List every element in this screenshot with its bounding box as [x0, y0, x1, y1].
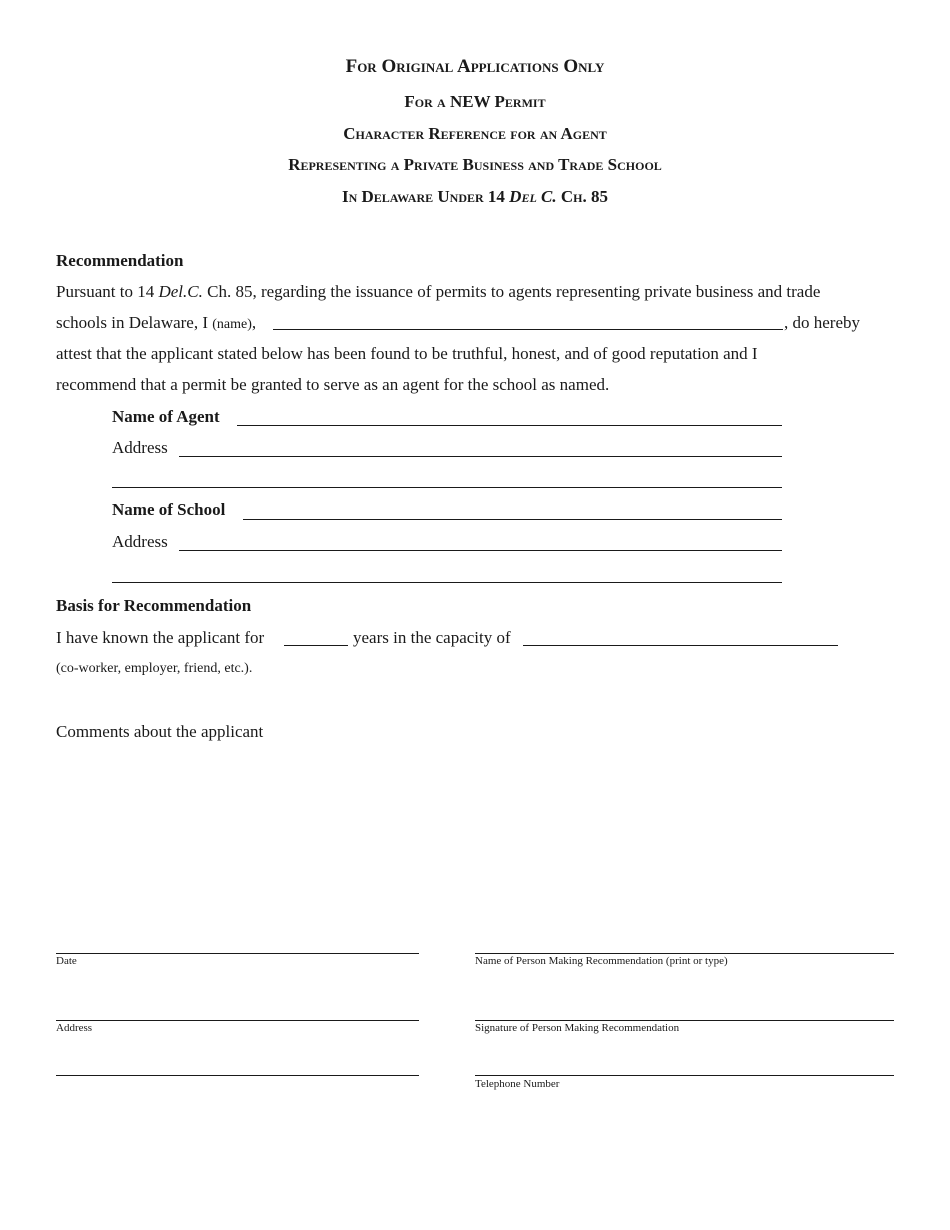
comments-label: Comments about the applicant: [56, 722, 264, 741]
statute-suffix: Ch. 85: [560, 187, 608, 206]
date-label: Date: [56, 955, 77, 967]
telephone-label: Telephone Number: [475, 1078, 560, 1090]
capacity-hint: (co-worker, employer, friend, etc.).: [56, 661, 253, 676]
years-known-field[interactable]: [284, 645, 348, 646]
school-address-field-line-2[interactable]: [112, 582, 782, 583]
recommendation-paragraph-line-4: recommend that a permit be granted to serve as an agent for the school as named.: [56, 375, 610, 394]
school-name-label: Name of School: [112, 500, 226, 519]
recommender-printed-name-field[interactable]: [475, 953, 894, 954]
recommendation-heading: Recommendation: [56, 251, 184, 270]
form-subtitle-character-reference: Character Reference for an Agent: [343, 124, 607, 143]
statute-code-inline: Del.C.: [158, 282, 203, 301]
recommender-address-field[interactable]: [56, 1020, 419, 1021]
recommendation-text: schools in Delaware, I: [56, 313, 209, 332]
recommendation-paragraph-line-2-end: , do hereby: [784, 313, 861, 332]
form-title: For Original Applications Only: [345, 56, 605, 77]
basis-known-for-text: I have known the applicant for: [56, 628, 265, 647]
statute-prefix: In Delaware Under 14: [341, 187, 505, 206]
date-field[interactable]: [56, 953, 419, 954]
recommender-address-label: Address: [56, 1022, 93, 1034]
school-address-label: Address: [112, 532, 168, 551]
recommendation-text: Ch. 85, regarding the issuance of permits to agents representing private business and trade: [207, 282, 821, 301]
recommendation-text: Pursuant to 14: [56, 282, 155, 301]
recommender-signature-field[interactable]: [475, 1020, 894, 1021]
recommendation-text: ,: [251, 313, 257, 332]
agent-name-label: Name of Agent: [112, 407, 220, 426]
comments-area[interactable]: [56, 750, 894, 930]
telephone-field[interactable]: [475, 1075, 894, 1076]
recommendation-paragraph-line-3: attest that the applicant stated below has been found to be truthful, honest, and of good reputation and I: [56, 344, 758, 363]
school-address-field[interactable]: [179, 550, 782, 551]
agent-address-field[interactable]: [179, 456, 782, 457]
form-subtitle-school-type: Representing a Private Business and Trade School: [288, 155, 662, 174]
recommender-signature-label: Signature of Person Making Recommendation: [475, 1022, 680, 1034]
agent-address-label: Address: [112, 438, 168, 457]
form-subtitle-new-permit: For a NEW Permit: [404, 92, 546, 111]
recommender-name-field[interactable]: [273, 329, 783, 330]
form-subtitle-statute: [0, 187, 950, 207]
school-name-field[interactable]: [243, 519, 782, 520]
recommendation-paragraph-line-2: [56, 307, 256, 340]
agent-name-field[interactable]: [237, 425, 782, 426]
name-hint: (name): [212, 317, 252, 332]
statute-code: Del C.: [509, 187, 557, 206]
recommender-printed-name-label: Name of Person Making Recommendation (print or type): [475, 955, 728, 967]
agent-address-field-line-2[interactable]: [112, 487, 782, 488]
recommendation-paragraph-line-1: [56, 276, 820, 307]
basis-capacity-text: years in the capacity of: [353, 628, 511, 647]
recommender-address-field-line-2[interactable]: [56, 1075, 419, 1076]
capacity-field[interactable]: [523, 645, 838, 646]
basis-heading: Basis for Recommendation: [56, 596, 252, 615]
